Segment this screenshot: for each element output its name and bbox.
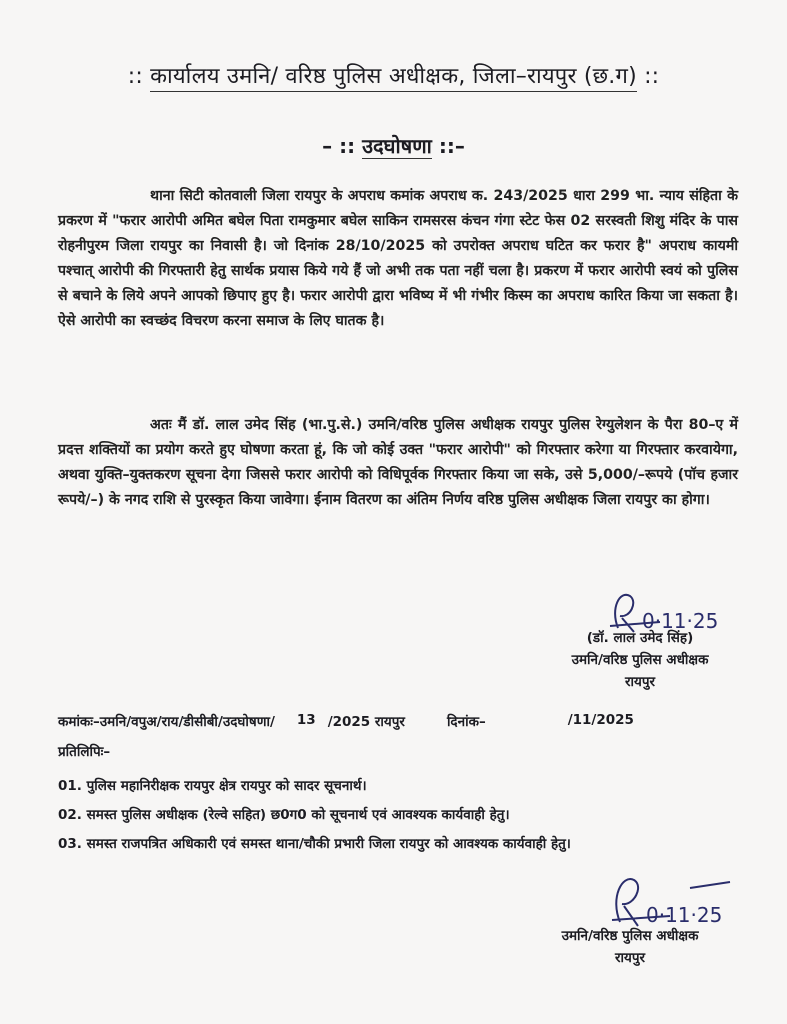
reference-number-label: कमांकः–उमनि/वपुअ/राय/डीसीबी/उदघोषणा/ [58,714,275,730]
reference-date-label: दिनांक– [446,714,486,730]
subheading-suffix: ::– [431,134,465,158]
signatory-designation: उमनि/वरिष्ठ पुलिस अधीक्षक [561,928,699,944]
proclamation-heading [0,132,787,159]
paragraph-case-details: थाना सिटी कोतवाली जिला रायपुर के अपराध कमांक अपराध क. 243/2025 धारा 299 भा. न्याय संहिता के प्रकरण में "फरार आरोपी अमित बघेल पिता रामकुमार बघेल साकिन रामसरस कंचन गंगा स्टेट फेस 02 सरस्वती शिशु मंदिर के पास रोहनीपुरम जिला रायपुर का निवासी है। जो दिनांक 28/10/2025 को उपरोक्त अपराध घटित कर फरार है" अपराध कायमी पश्चात् आरोपी की गिरफ्तारी हेतु सार्थक प्रयास किये गये हैं जो अभी तक पता नहीं चला है। प्रकरण में फरार आरोपी स्वयं को पुलिस से बचाने के लिये अपने आपको छिपाए हुए है। फरार आरोपी द्वारा भविष्य में भी गंभीर किस्म का अपराध कारित किया जा सकता है। ऐसे आरोपी का स्वच्छंद विचरण करना समाज के लिए घातक है। [58,188,738,329]
header-suffix: :: [636,64,660,89]
signatory-place: रायपुर [624,674,656,690]
copy-to-list [58,772,758,859]
signatory-designation: उमनि/वरिष्ठ पुलिस अधीक्षक [571,652,709,668]
reference-year-place: /2025 रायपुर [327,714,405,730]
office-header [0,60,787,90]
signature-2-icon [600,870,740,930]
signatory-name: (डॉ. लाल उमेद सिंह) [586,630,694,646]
copy-to-item: 01. पुलिस महानिरीक्षक रायपुर क्षेत्र रायपुर को सादर सूचनार्थ। [58,778,367,794]
header-title: कार्यालय उमनि/ वरिष्ठ पुलिस अधीक्षक, जिला–रायपुर (छ.ग) [150,64,637,92]
subheading-title: उदघोषणा [362,134,432,158]
svg-text:0·11·25: 0·11·25 [642,609,719,633]
reference-date: /11/2025 [567,712,634,728]
reference-line [58,712,748,730]
header-prefix: :: [127,64,151,89]
signature-block-2 [515,925,745,969]
subheading-prefix: – :: [322,134,363,158]
reference-number: 13 [296,712,316,728]
copy-to-title: प्रतिलिपिः– [58,744,111,760]
signature-block-1 [540,585,740,693]
signatory-place: रायपुर [614,950,646,966]
copy-to-item: 03. समस्त राजपत्रित अधिकारी एवं समस्त थाना/चौकी प्रभारी जिला रायपुर को आवश्यक कार्यवाही हेतु। [58,836,571,852]
svg-text:0·11·25: 0·11·25 [646,903,723,927]
paragraph-reward-announcement: अतः मैं डॉ. लाल उमेद सिंह (भा.पु.से.) उमनि/वरिष्ठ पुलिस अधीक्षक रायपुर पुलिस रेग्युलेशन के पैरा 80–ए में प्रदत्त शक्तियों का प्रयोग करते हुए घोषणा करता हूं, कि जो कोई उक्त "फरार आरोपी" को गिरफ्तार करेगा या गिरफ्तार करवायेगा, अथवा युक्ति–युक्तकरण सूचना देगा जिससे फरार आरोपी को विधिपूर्वक गिरफ्तार किया जा सके, उसे 5,000/–रूपये (पॉच हजार रूपये/–) के नगद राशि से पुरस्कृत किया जावेगा। ईनाम वितरण का अंतिम निर्णय वरिष्ठ पुलिस अधीक्षक जिला रायपुर का होगा। [58,417,738,508]
copy-to-item: 02. समस्त पुलिस अधीक्षक (रेल्वे सहित) छ0ग0 को सूचनार्थ एवं आवश्यक कार्यवाही हेतु। [58,807,510,823]
